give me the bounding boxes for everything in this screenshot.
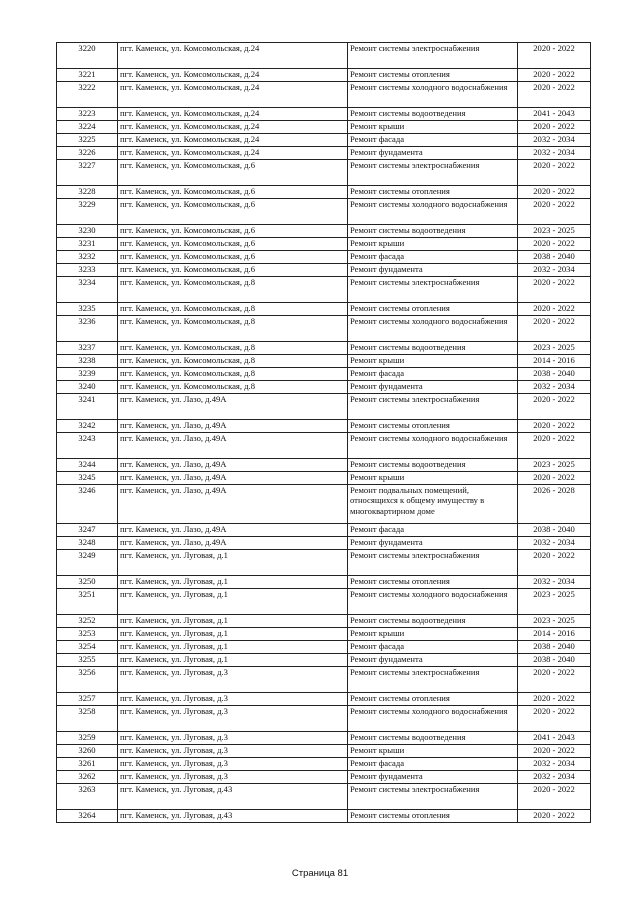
table-row: [57, 186, 591, 199]
address-cell: пгт. Каменск, ул. Комсомольская, д.8: [118, 368, 348, 381]
address-cell: пгт. Каменск, ул. Луговая, д.3: [118, 745, 348, 758]
table-row: [57, 693, 591, 706]
table-row: [57, 485, 591, 524]
work-type-cell: Ремонт системы отопления: [348, 186, 518, 199]
years-cell: 2023 - 2025: [518, 589, 591, 615]
years-cell: 2032 - 2034: [518, 771, 591, 784]
address-cell: пгт. Каменск, ул. Комсомольская, д.24: [118, 134, 348, 147]
row-number-cell: 3245: [57, 472, 118, 485]
work-type-cell: Ремонт системы водоотведения: [348, 225, 518, 238]
years-cell: 2023 - 2025: [518, 459, 591, 472]
work-type-cell: Ремонт системы электроснабжения: [348, 667, 518, 693]
address-cell: пгт. Каменск, ул. Комсомольская, д.24: [118, 147, 348, 160]
years-cell: 2038 - 2040: [518, 368, 591, 381]
address-cell: пгт. Каменск, ул. Луговая, д.1: [118, 589, 348, 615]
work-type-cell: Ремонт крыши: [348, 472, 518, 485]
table-row: [57, 667, 591, 693]
address-cell: пгт. Каменск, ул. Луговая, д.3: [118, 732, 348, 745]
table-row: [57, 199, 591, 225]
table-row: [57, 524, 591, 537]
years-cell: 2023 - 2025: [518, 342, 591, 355]
table-row: [57, 303, 591, 316]
table-row: [57, 784, 591, 810]
row-number-cell: 3242: [57, 420, 118, 433]
work-type-cell: Ремонт фундамента: [348, 147, 518, 160]
table-row: [57, 589, 591, 615]
row-number-cell: 3244: [57, 459, 118, 472]
years-cell: 2023 - 2025: [518, 225, 591, 238]
years-cell: 2032 - 2034: [518, 576, 591, 589]
table-row: [57, 771, 591, 784]
work-type-cell: Ремонт системы холодного водоснабжения: [348, 82, 518, 108]
address-cell: пгт. Каменск, ул. Лазо, д.49А: [118, 524, 348, 537]
row-number-cell: 3250: [57, 576, 118, 589]
work-type-cell: Ремонт системы отопления: [348, 69, 518, 82]
row-number-cell: 3226: [57, 147, 118, 160]
work-type-cell: Ремонт системы электроснабжения: [348, 43, 518, 69]
address-cell: пгт. Каменск, ул. Лазо, д.49А: [118, 537, 348, 550]
address-cell: пгт. Каменск, ул. Комсомольская, д.6: [118, 199, 348, 225]
row-number-cell: 3257: [57, 693, 118, 706]
years-cell: 2020 - 2022: [518, 472, 591, 485]
work-type-cell: Ремонт системы отопления: [348, 576, 518, 589]
work-type-cell: Ремонт системы холодного водоснабжения: [348, 433, 518, 459]
row-number-cell: 3262: [57, 771, 118, 784]
table-row: [57, 108, 591, 121]
address-cell: пгт. Каменск, ул. Луговая, д.3: [118, 758, 348, 771]
table-row: [57, 43, 591, 69]
table-row: [57, 472, 591, 485]
work-type-cell: Ремонт системы водоотведения: [348, 615, 518, 628]
work-type-cell: Ремонт системы электроснабжения: [348, 394, 518, 420]
years-cell: 2038 - 2040: [518, 524, 591, 537]
work-type-cell: Ремонт фундамента: [348, 537, 518, 550]
years-cell: 2020 - 2022: [518, 693, 591, 706]
work-type-cell: Ремонт фасада: [348, 758, 518, 771]
table-row: [57, 394, 591, 420]
address-cell: пгт. Каменск, ул. Луговая, д.43: [118, 784, 348, 810]
row-number-cell: 3235: [57, 303, 118, 316]
years-cell: 2020 - 2022: [518, 394, 591, 420]
table-row: [57, 537, 591, 550]
work-type-cell: Ремонт системы отопления: [348, 693, 518, 706]
address-cell: пгт. Каменск, ул. Луговая, д.1: [118, 628, 348, 641]
table-row: [57, 264, 591, 277]
address-cell: пгт. Каменск, ул. Лазо, д.49А: [118, 472, 348, 485]
row-number-cell: 3256: [57, 667, 118, 693]
table-row: [57, 251, 591, 264]
repair-schedule-table: [56, 42, 591, 823]
row-number-cell: 3259: [57, 732, 118, 745]
years-cell: 2020 - 2022: [518, 550, 591, 576]
address-cell: пгт. Каменск, ул. Лазо, д.49А: [118, 394, 348, 420]
address-cell: пгт. Каменск, ул. Луговая, д.1: [118, 654, 348, 667]
work-type-cell: Ремонт фундамента: [348, 381, 518, 394]
work-type-cell: Ремонт системы отопления: [348, 810, 518, 823]
table-row: [57, 654, 591, 667]
address-cell: пгт. Каменск, ул. Луговая, д.43: [118, 810, 348, 823]
table-row: [57, 420, 591, 433]
work-type-cell: Ремонт фасада: [348, 251, 518, 264]
address-cell: пгт. Каменск, ул. Лазо, д.49А: [118, 420, 348, 433]
table-row: [57, 134, 591, 147]
row-number-cell: 3222: [57, 82, 118, 108]
row-number-cell: 3263: [57, 784, 118, 810]
work-type-cell: Ремонт системы отопления: [348, 420, 518, 433]
row-number-cell: 3260: [57, 745, 118, 758]
work-type-cell: Ремонт системы электроснабжения: [348, 160, 518, 186]
row-number-cell: 3248: [57, 537, 118, 550]
row-number-cell: 3238: [57, 355, 118, 368]
work-type-cell: Ремонт крыши: [348, 628, 518, 641]
row-number-cell: 3236: [57, 316, 118, 342]
years-cell: 2020 - 2022: [518, 160, 591, 186]
row-number-cell: 3234: [57, 277, 118, 303]
address-cell: пгт. Каменск, ул. Луговая, д.1: [118, 641, 348, 654]
work-type-cell: Ремонт фасада: [348, 134, 518, 147]
address-cell: пгт. Каменск, ул. Комсомольская, д.24: [118, 43, 348, 69]
row-number-cell: 3227: [57, 160, 118, 186]
address-cell: пгт. Каменск, ул. Лазо, д.49А: [118, 485, 348, 524]
years-cell: 2014 - 2016: [518, 628, 591, 641]
years-cell: 2041 - 2043: [518, 732, 591, 745]
row-number-cell: 3240: [57, 381, 118, 394]
address-cell: пгт. Каменск, ул. Комсомольская, д.6: [118, 264, 348, 277]
address-cell: пгт. Каменск, ул. Луговая, д.3: [118, 693, 348, 706]
address-cell: пгт. Каменск, ул. Комсомольская, д.6: [118, 186, 348, 199]
row-number-cell: 3224: [57, 121, 118, 134]
row-number-cell: 3231: [57, 238, 118, 251]
work-type-cell: Ремонт крыши: [348, 121, 518, 134]
work-type-cell: Ремонт системы холодного водоснабжения: [348, 706, 518, 732]
table-row: [57, 355, 591, 368]
years-cell: 2020 - 2022: [518, 43, 591, 69]
row-number-cell: 3258: [57, 706, 118, 732]
address-cell: пгт. Каменск, ул. Комсомольская, д.8: [118, 277, 348, 303]
row-number-cell: 3221: [57, 69, 118, 82]
table-row: [57, 225, 591, 238]
address-cell: пгт. Каменск, ул. Комсомольская, д.24: [118, 121, 348, 134]
table-row: [57, 615, 591, 628]
work-type-cell: Ремонт системы водоотведения: [348, 459, 518, 472]
row-number-cell: 3229: [57, 199, 118, 225]
table-row: [57, 342, 591, 355]
address-cell: пгт. Каменск, ул. Лазо, д.49А: [118, 459, 348, 472]
table-row: [57, 706, 591, 732]
years-cell: 2020 - 2022: [518, 420, 591, 433]
table-row: [57, 316, 591, 342]
work-type-cell: Ремонт подвальных помещений, относящихся к общему имуществу в многоквартирном доме: [348, 485, 518, 524]
table-row: [57, 810, 591, 823]
years-cell: 2032 - 2034: [518, 264, 591, 277]
work-type-cell: Ремонт крыши: [348, 355, 518, 368]
years-cell: 2020 - 2022: [518, 303, 591, 316]
row-number-cell: 3255: [57, 654, 118, 667]
work-type-cell: Ремонт фасада: [348, 641, 518, 654]
years-cell: 2032 - 2034: [518, 134, 591, 147]
work-type-cell: Ремонт крыши: [348, 238, 518, 251]
address-cell: пгт. Каменск, ул. Луговая, д.1: [118, 550, 348, 576]
address-cell: пгт. Каменск, ул. Комсомольская, д.8: [118, 316, 348, 342]
row-number-cell: 3233: [57, 264, 118, 277]
years-cell: 2020 - 2022: [518, 316, 591, 342]
work-type-cell: Ремонт фасада: [348, 524, 518, 537]
row-number-cell: 3225: [57, 134, 118, 147]
row-number-cell: 3223: [57, 108, 118, 121]
table-row: [57, 381, 591, 394]
work-type-cell: Ремонт фундамента: [348, 264, 518, 277]
work-type-cell: Ремонт системы холодного водоснабжения: [348, 589, 518, 615]
years-cell: 2038 - 2040: [518, 641, 591, 654]
years-cell: 2041 - 2043: [518, 108, 591, 121]
address-cell: пгт. Каменск, ул. Комсомольская, д.8: [118, 303, 348, 316]
work-type-cell: Ремонт системы холодного водоснабжения: [348, 316, 518, 342]
address-cell: пгт. Каменск, ул. Луговая, д.3: [118, 706, 348, 732]
row-number-cell: 3239: [57, 368, 118, 381]
address-cell: пгт. Каменск, ул. Комсомольская, д.6: [118, 160, 348, 186]
years-cell: 2020 - 2022: [518, 82, 591, 108]
row-number-cell: 3261: [57, 758, 118, 771]
table-row: [57, 277, 591, 303]
years-cell: 2032 - 2034: [518, 758, 591, 771]
work-type-cell: Ремонт фундамента: [348, 654, 518, 667]
table-row: [57, 69, 591, 82]
work-type-cell: Ремонт системы водоотведения: [348, 732, 518, 745]
years-cell: 2020 - 2022: [518, 199, 591, 225]
years-cell: 2020 - 2022: [518, 784, 591, 810]
row-number-cell: 3264: [57, 810, 118, 823]
table-row: [57, 628, 591, 641]
work-type-cell: Ремонт крыши: [348, 745, 518, 758]
address-cell: пгт. Каменск, ул. Луговая, д.1: [118, 576, 348, 589]
years-cell: 2020 - 2022: [518, 433, 591, 459]
work-type-cell: Ремонт системы отопления: [348, 303, 518, 316]
work-type-cell: Ремонт фундамента: [348, 771, 518, 784]
years-cell: 2020 - 2022: [518, 121, 591, 134]
address-cell: пгт. Каменск, ул. Комсомольская, д.6: [118, 251, 348, 264]
table-row: [57, 433, 591, 459]
address-cell: пгт. Каменск, ул. Луговая, д.3: [118, 771, 348, 784]
address-cell: пгт. Каменск, ул. Комсомольская, д.8: [118, 355, 348, 368]
address-cell: пгт. Каменск, ул. Комсомольская, д.6: [118, 225, 348, 238]
years-cell: 2020 - 2022: [518, 277, 591, 303]
work-type-cell: Ремонт системы водоотведения: [348, 342, 518, 355]
row-number-cell: 3253: [57, 628, 118, 641]
work-type-cell: Ремонт системы электроснабжения: [348, 277, 518, 303]
address-cell: пгт. Каменск, ул. Комсомольская, д.24: [118, 69, 348, 82]
address-cell: пгт. Каменск, ул. Комсомольская, д.24: [118, 108, 348, 121]
address-cell: пгт. Каменск, ул. Луговая, д.1: [118, 615, 348, 628]
address-cell: пгт. Каменск, ул. Комсомольская, д.6: [118, 238, 348, 251]
years-cell: 2032 - 2034: [518, 537, 591, 550]
table-row: [57, 160, 591, 186]
row-number-cell: 3228: [57, 186, 118, 199]
years-cell: 2020 - 2022: [518, 186, 591, 199]
work-type-cell: Ремонт системы электроснабжения: [348, 784, 518, 810]
row-number-cell: 3220: [57, 43, 118, 69]
years-cell: 2026 - 2028: [518, 485, 591, 524]
address-cell: пгт. Каменск, ул. Комсомольская, д.24: [118, 82, 348, 108]
table-row: [57, 745, 591, 758]
address-cell: пгт. Каменск, ул. Комсомольская, д.8: [118, 342, 348, 355]
row-number-cell: 3241: [57, 394, 118, 420]
address-cell: пгт. Каменск, ул. Луговая, д.3: [118, 667, 348, 693]
row-number-cell: 3246: [57, 485, 118, 524]
years-cell: 2020 - 2022: [518, 745, 591, 758]
row-number-cell: 3247: [57, 524, 118, 537]
row-number-cell: 3243: [57, 433, 118, 459]
work-type-cell: Ремонт системы холодного водоснабжения: [348, 199, 518, 225]
years-cell: 2023 - 2025: [518, 615, 591, 628]
years-cell: 2020 - 2022: [518, 810, 591, 823]
work-type-cell: Ремонт системы водоотведения: [348, 108, 518, 121]
row-number-cell: 3249: [57, 550, 118, 576]
table-row: [57, 576, 591, 589]
work-type-cell: Ремонт системы электроснабжения: [348, 550, 518, 576]
table-row: [57, 732, 591, 745]
table-row: [57, 238, 591, 251]
years-cell: 2038 - 2040: [518, 654, 591, 667]
years-cell: 2020 - 2022: [518, 706, 591, 732]
page-number: Страница 81: [291, 868, 349, 879]
years-cell: 2038 - 2040: [518, 251, 591, 264]
table-row: [57, 758, 591, 771]
table-row: [57, 641, 591, 654]
years-cell: 2032 - 2034: [518, 381, 591, 394]
row-number-cell: 3230: [57, 225, 118, 238]
row-number-cell: 3237: [57, 342, 118, 355]
row-number-cell: 3251: [57, 589, 118, 615]
table-row: [57, 459, 591, 472]
work-type-cell: Ремонт фасада: [348, 368, 518, 381]
row-number-cell: 3254: [57, 641, 118, 654]
address-cell: пгт. Каменск, ул. Лазо, д.49А: [118, 433, 348, 459]
years-cell: 2014 - 2016: [518, 355, 591, 368]
row-number-cell: 3252: [57, 615, 118, 628]
row-number-cell: 3232: [57, 251, 118, 264]
table-row: [57, 550, 591, 576]
years-cell: 2020 - 2022: [518, 238, 591, 251]
table-body: [57, 43, 591, 823]
years-cell: 2020 - 2022: [518, 667, 591, 693]
table-row: [57, 121, 591, 134]
table-row: [57, 82, 591, 108]
years-cell: 2032 - 2034: [518, 147, 591, 160]
years-cell: 2020 - 2022: [518, 69, 591, 82]
address-cell: пгт. Каменск, ул. Комсомольская, д.8: [118, 381, 348, 394]
table-row: [57, 368, 591, 381]
table-row: [57, 147, 591, 160]
